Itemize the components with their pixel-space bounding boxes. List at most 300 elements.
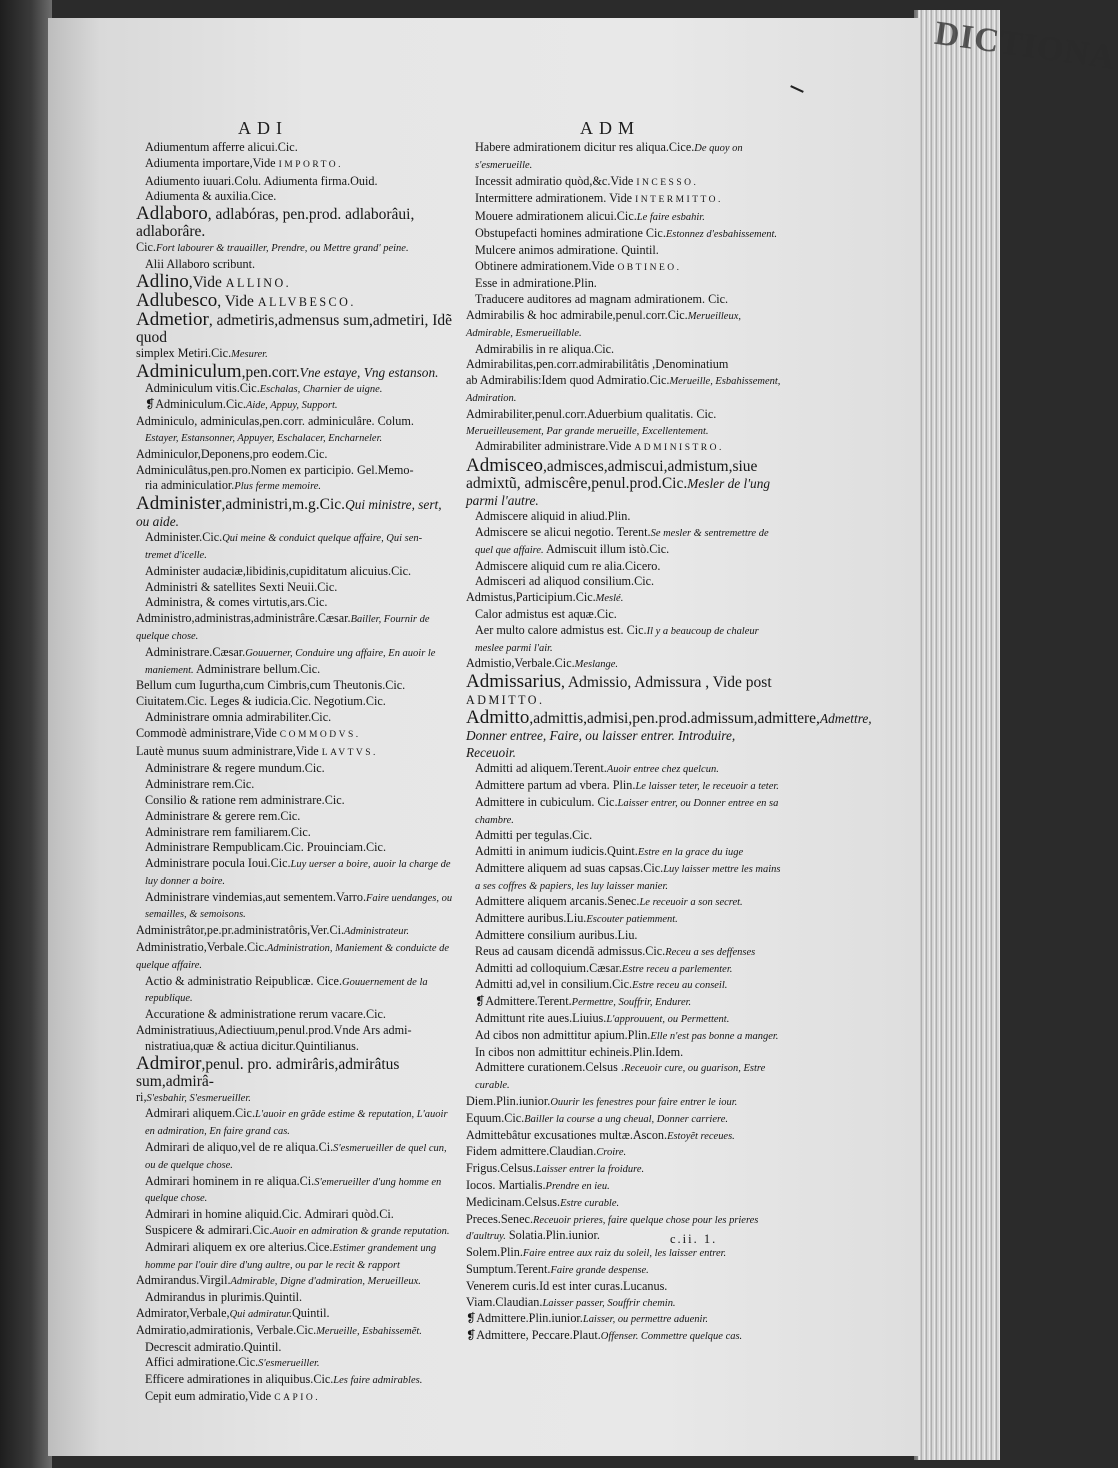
dictionary-entry bbox=[136, 645, 456, 679]
entry-text: Administrâtor,pe.pr.administratôris,Ver.Ci. bbox=[136, 923, 345, 938]
entry-text: Adiumento iuuari.Colu. Adiumenta firma.Ouid. bbox=[145, 173, 378, 188]
french-gloss: Qui admiratur. bbox=[229, 1309, 292, 1321]
entry-text: Aer multo calore admistus est. Cic. bbox=[475, 622, 647, 637]
dictionary-entry bbox=[136, 1323, 456, 1340]
french-gloss: Croire. bbox=[596, 1147, 627, 1159]
entry-text: Admittunt rite aues.Liuius. bbox=[475, 1011, 607, 1026]
dictionary-entry bbox=[136, 1372, 456, 1389]
dictionary-entry bbox=[136, 1340, 456, 1356]
dictionary-entry bbox=[466, 209, 788, 226]
entry-text: Administer.Cic. bbox=[145, 530, 223, 545]
dictionary-entry bbox=[466, 423, 788, 440]
french-gloss: Estre en la grace du iuge bbox=[637, 847, 744, 859]
entry-text: Incessit admiratio quòd,&c.Vide bbox=[475, 173, 637, 188]
entry-text: Admirari de aliquo,vel de re aliqua.Ci. bbox=[145, 1140, 334, 1155]
entry-text: ria adminiculatior. bbox=[145, 478, 235, 493]
entry-text: Admittere aliquem arcanis.Senec. bbox=[475, 894, 640, 909]
entry-text: Admitti ad aliquem.Terent. bbox=[475, 761, 607, 776]
entry-text: Traducere auditores ad magnam admirationem. Cic. bbox=[475, 292, 729, 307]
dictionary-entry bbox=[466, 1144, 788, 1161]
entry-text: Admirari aliquem ex ore alterius.Cice. bbox=[145, 1239, 333, 1254]
book-gutter bbox=[0, 0, 52, 1468]
entry-text: Admirabilis & hoc admirabile,penul.corr.Cic. bbox=[466, 307, 688, 322]
cross-reference: ADMINISTRO. bbox=[634, 443, 724, 454]
french-gloss: Administration, Maniement & conduicte de quelque affaire. bbox=[136, 943, 449, 971]
french-gloss: Qui ministre, sert, ou aide. bbox=[136, 497, 442, 530]
dictionary-entry bbox=[466, 828, 788, 844]
dictionary-entry bbox=[466, 1262, 788, 1279]
dictionary-entry bbox=[136, 360, 456, 382]
french-gloss: Merueilleux, Admirable, Esmerueillable. bbox=[466, 310, 741, 339]
entry-text: Adminiculum vitis.Cic. bbox=[145, 380, 260, 395]
dictionary-entry bbox=[136, 463, 456, 479]
entry-text: Bellum cum Iugurtha,cum Cimbris,cum Theutonis.Cic. bbox=[136, 678, 406, 693]
entry-text: Administrare omnia admirabiliter.Cic. bbox=[145, 709, 332, 724]
french-gloss: S'esmerueiller. bbox=[258, 1358, 320, 1370]
entry-rest: ,penul. pro. admirâris,admirâtus sum,admirâ- bbox=[136, 1055, 400, 1090]
entry-text: Adminiculo, adminiculas,pen.corr. adminiculâre. Colum. bbox=[136, 414, 414, 429]
dictionary-entry bbox=[466, 407, 788, 423]
dictionary-entry bbox=[466, 607, 788, 623]
entry-text: Administrare rem.Cic. bbox=[145, 777, 255, 792]
entry-rest: Administrare bellum.Cic. bbox=[193, 661, 321, 676]
entry-text: Cic. bbox=[136, 240, 156, 255]
entry-text: Admistio,Verbale.Cic. bbox=[466, 656, 575, 671]
entry-text: Adminiculor,Deponens,pro eodem.Cic. bbox=[136, 446, 328, 461]
french-gloss: Estre receu a parlementer. bbox=[621, 963, 733, 975]
entry-text: In cibos non admittitur echineis.Plin.Idem. bbox=[475, 1044, 684, 1059]
left-column bbox=[136, 140, 456, 1407]
dictionary-entry bbox=[136, 1223, 456, 1240]
entry-text: Admitti ad,vel in consilium.Cic. bbox=[475, 977, 633, 992]
french-gloss: Gouuernement de la republique. bbox=[145, 976, 428, 1005]
entry-rest: ,Vide bbox=[188, 273, 226, 291]
french-gloss: Estre curable. bbox=[560, 1197, 620, 1209]
dictionary-entry bbox=[466, 1311, 788, 1328]
dictionary-entry bbox=[466, 457, 788, 509]
dictionary-entry bbox=[466, 590, 788, 607]
french-gloss: Admirable, Digne d'admiration, Merueilleux. bbox=[230, 1276, 421, 1288]
entry-text: Mouere admirationem alicui.Cic. bbox=[475, 209, 637, 224]
entry-text: Obtinere admirationem.Vide bbox=[475, 258, 618, 273]
french-gloss: Fort labourer & trauailler, Prendre, ou Mettre grand' peine. bbox=[155, 243, 409, 255]
entry-text: Admittere in cubiculum. Cic. bbox=[475, 794, 618, 809]
entry-text: Administer audaciæ,libidinis,cupiditatum alicuius.Cic. bbox=[145, 563, 412, 578]
entry-text: Admittere partum ad vbera. Plin. bbox=[475, 777, 636, 792]
entry-text: Adiumentum afferre alicui.Cic. bbox=[145, 140, 298, 154]
french-gloss: Auoir entree chez quelcun. bbox=[606, 764, 719, 776]
entry-text: Medicinam.Celsus. bbox=[466, 1194, 561, 1209]
french-gloss: Meslange. bbox=[574, 659, 619, 671]
french-gloss: Se mesler & sentremettre de quel que affaire. bbox=[475, 527, 769, 556]
entry-text: Admirabilis in re aliqua.Cic. bbox=[475, 341, 615, 356]
entry-text: Commodè administrare,Vide bbox=[136, 725, 280, 740]
entry-text: Administrare & gerere rem.Cic. bbox=[145, 808, 301, 823]
entry-text: Affici admiratione.Cic. bbox=[145, 1355, 259, 1370]
french-gloss: S'emerueiller d'ung homme en quelque chose. bbox=[145, 1176, 442, 1205]
entry-text: Sumptum.Terent. bbox=[466, 1262, 551, 1277]
dictionary-entry bbox=[466, 1279, 788, 1295]
french-gloss: Admettre, Donner entree, Faire, ou laisser entrer. Introduire, Receuoir. bbox=[466, 711, 872, 761]
french-gloss: Merueille, Esbahissement, Admiration. bbox=[466, 376, 781, 404]
dictionary-entry bbox=[466, 373, 788, 407]
dictionary-entry bbox=[136, 1207, 456, 1223]
dictionary-entry bbox=[136, 580, 456, 596]
dictionary-entry bbox=[136, 381, 456, 398]
dictionary-entry bbox=[136, 744, 456, 762]
french-gloss: Receuoir prieres, faire quelque chose pour les prieres d'aultruy. bbox=[466, 1214, 759, 1243]
entry-rest: Solatia.Plin.iunior. bbox=[505, 1228, 600, 1243]
entry-text: Adlaboro bbox=[136, 203, 208, 225]
entry-text: Efficere admirationes in aliquibus.Cic. bbox=[145, 1372, 334, 1387]
dictionary-entry bbox=[466, 357, 788, 373]
entry-text: Administratio,Verbale.Cic. bbox=[136, 940, 267, 955]
dictionary-entry bbox=[466, 174, 788, 192]
dictionary-entry bbox=[466, 1128, 788, 1145]
french-gloss: Estayer, Estansonner, Appuyer, Eschalacer, Encharneler. bbox=[145, 432, 383, 444]
dictionary-entry bbox=[136, 694, 456, 710]
entry-text: Administratiuus,Adiectiuum,penul.prod.Vnde Ars admi- bbox=[136, 1023, 412, 1038]
cross-reference: LAVTVS. bbox=[321, 747, 378, 758]
entry-rest: Admiscuit illum istò.Cic. bbox=[543, 541, 670, 556]
french-gloss: Le laisser teter, le receuoir a teter. bbox=[635, 780, 779, 792]
cross-reference: COMMODVS. bbox=[279, 729, 361, 740]
french-gloss: Faire uendanges, ou semailles, & semoisons. bbox=[145, 892, 453, 921]
french-gloss: Merueilleusement, Par grande merueille, Excellentement. bbox=[466, 425, 709, 437]
french-gloss: Laisser passer, Souffrir chemin. bbox=[542, 1297, 676, 1309]
entry-rest: , Vide bbox=[217, 292, 258, 310]
dictionary-entry bbox=[466, 994, 788, 1011]
dictionary-entry bbox=[136, 156, 456, 174]
dictionary-entry bbox=[136, 430, 456, 447]
french-gloss: Permettre, Souffrir, Endurer. bbox=[571, 997, 692, 1009]
entry-rest: ,admittis,admisi,pen.prod.admissum,admittere, bbox=[529, 710, 820, 728]
entry-text: Adiumenta importare,Vide bbox=[145, 155, 279, 170]
french-gloss: Meslé. bbox=[595, 593, 624, 605]
entry-text: Administro,administras,administrâre.Cæsar. bbox=[136, 611, 351, 626]
french-gloss: Mesler de l'ung parmi l'autre. bbox=[466, 476, 771, 509]
french-gloss: Faire grande despense. bbox=[550, 1265, 649, 1277]
french-gloss: S'esmerueiller de quel cun, ou de quelque chose. bbox=[145, 1143, 447, 1171]
french-gloss: Mesurer. bbox=[231, 348, 268, 360]
entry-text: ❡Admittere.Plin.iunior. bbox=[466, 1311, 583, 1326]
french-gloss: Laisser entrer, ou Donner entree en sa chambre. bbox=[475, 797, 779, 826]
dictionary-entry bbox=[466, 673, 788, 709]
entry-text: Admittere auribus.Liu. bbox=[475, 911, 587, 926]
dictionary-entry bbox=[136, 1023, 456, 1039]
french-gloss: Les faire admirables. bbox=[333, 1375, 423, 1387]
entry-text: Admirandus in plurimis.Quintil. bbox=[145, 1290, 303, 1305]
dictionary-entry bbox=[136, 495, 456, 530]
running-head-left: ADI bbox=[238, 118, 288, 138]
dictionary-entry bbox=[136, 1240, 456, 1274]
french-gloss: Estonnez d'esbahissement. bbox=[665, 228, 778, 240]
dictionary-entry bbox=[466, 844, 788, 861]
dictionary-entry bbox=[136, 890, 456, 924]
entry-text: Administra, & comes virtutis,ars.Cic. bbox=[145, 595, 328, 610]
entry-text: Admittebâtur excusationes multæ.Ascon. bbox=[466, 1127, 668, 1142]
dictionary-entry bbox=[466, 191, 788, 209]
entry-text: Admitti in animum iudicis.Quint. bbox=[475, 844, 638, 859]
entry-rest: , Admissio, Admissura , Vide post bbox=[561, 674, 772, 692]
entry-text: Admisceri ad aliquod consilium.Cic. bbox=[475, 574, 655, 589]
entry-text: Admitti per tegulas.Cic. bbox=[475, 828, 593, 843]
dictionary-entry bbox=[136, 611, 456, 645]
entry-text: Admirabilitas,pen.corr.admirabilitâtis ,Denominatium bbox=[466, 357, 729, 372]
dictionary-entry bbox=[466, 761, 788, 778]
french-gloss: Qui meine & conduict quelque affaire, Qui sen- bbox=[222, 533, 423, 545]
dictionary-entry bbox=[136, 1106, 456, 1140]
entry-text: Admirari aliquem.Cic. bbox=[145, 1106, 255, 1121]
cross-reference: INTERMITTO. bbox=[635, 195, 723, 206]
dictionary-entry bbox=[136, 1174, 456, 1208]
entry-text: Admirabiliter administrare.Vide bbox=[475, 439, 635, 454]
dictionary-entry bbox=[136, 530, 456, 547]
french-gloss: Ouurir les fenestres pour faire entrer le iour. bbox=[550, 1097, 738, 1109]
dictionary-entry bbox=[466, 1295, 788, 1312]
cross-reference: ALLINO. bbox=[225, 275, 292, 290]
dictionary-entry bbox=[466, 1011, 788, 1028]
dictionary-entry bbox=[466, 1045, 788, 1061]
french-gloss: Vne estaye, Vng estanson. bbox=[299, 364, 439, 380]
entry-text: Frigus.Celsus. bbox=[466, 1161, 536, 1176]
dictionary-entry bbox=[136, 856, 456, 890]
entry-text: Administrare pocula Ioui.Cic. bbox=[145, 856, 291, 871]
entry-text: Admitti ad colloquium.Cæsar. bbox=[475, 960, 622, 975]
dictionary-entry bbox=[466, 977, 788, 994]
dictionary-entry bbox=[136, 825, 456, 841]
entry-rest: , adlabóras, pen.prod. adlaborâui, adlaborâre. bbox=[136, 206, 415, 241]
french-gloss: Luy laisser mettre les mains a ses coffres & papiers, les luy laisser manier. bbox=[475, 863, 781, 892]
entry-text: Reus ad causam dicendã admissus.Cic. bbox=[475, 943, 666, 958]
entry-text: Fidem admittere.Claudian. bbox=[466, 1144, 597, 1159]
french-gloss: tremet d'icelle. bbox=[145, 549, 207, 561]
entry-text: Adiumenta & auxilia.Cice. bbox=[145, 189, 277, 204]
dictionary-entry bbox=[466, 707, 872, 761]
dictionary-entry bbox=[136, 240, 456, 257]
cross-reference: IMPORTO. bbox=[278, 159, 344, 170]
dictionary-entry bbox=[466, 928, 788, 944]
french-gloss: Bailler, Fournir de quelque chose. bbox=[136, 614, 430, 642]
french-gloss: S'esbahir, S'esmerueiller. bbox=[146, 1092, 251, 1104]
dictionary-entry bbox=[466, 778, 788, 795]
dictionary-entry bbox=[466, 1111, 788, 1128]
entry-text: Preces.Senec. bbox=[466, 1211, 534, 1226]
entry-text: Adminiculum bbox=[136, 360, 242, 382]
entry-text: simplex Metiri.Cic. bbox=[136, 345, 232, 360]
entry-text: Administer bbox=[136, 493, 222, 515]
dictionary-entry bbox=[466, 1245, 788, 1262]
dictionary-entry bbox=[466, 894, 788, 911]
dictionary-entry bbox=[136, 205, 456, 240]
french-gloss: Faire entree aux raiz du soleil, les laisser entrer. bbox=[522, 1248, 727, 1260]
entry-rest: , admetiris,admensus sum,admetiri, Idẽ quod bbox=[136, 311, 453, 346]
entry-rest: ,admisces,admiscui,admistum,siue admixtũ, admiscêre,penul.prod.Cic. bbox=[466, 458, 758, 493]
entry-text: Admiratio,admirationis, Verbale.Cic. bbox=[136, 1322, 317, 1337]
entry-text: Administri & satellites Sexti Neuii.Cic. bbox=[145, 579, 338, 594]
french-gloss: Estre receu au conseil. bbox=[632, 980, 728, 992]
entry-rest: ,administri,m.g.Cic. bbox=[221, 496, 346, 514]
french-gloss: L'auoir en grãde estime & reputation, L'auoir en admiration, En faire grand cas. bbox=[145, 1109, 448, 1138]
dictionary-entry bbox=[136, 923, 456, 940]
french-gloss: Laisser, ou permettre aduenir. bbox=[582, 1314, 708, 1326]
dictionary-entry bbox=[136, 793, 456, 809]
entry-text: Admittere consilium auribus.Liu. bbox=[475, 928, 638, 943]
dictionary-entry bbox=[466, 623, 788, 657]
cross-reference: ALLVBESCO. bbox=[257, 294, 356, 309]
french-gloss: Estoyẽt receues. bbox=[667, 1130, 735, 1142]
entry-text: Administrare & regere mundum.Cic. bbox=[145, 761, 325, 776]
dictionary-entry bbox=[466, 1060, 788, 1094]
entry-text: ❡Admittere.Terent. bbox=[475, 994, 572, 1009]
dictionary-entry bbox=[136, 761, 456, 777]
entry-text: ri, bbox=[136, 1089, 147, 1104]
french-gloss: L'approuuent, ou Permettent. bbox=[606, 1014, 730, 1026]
entry-text: Actio & administratio Reipublicæ. Cice. bbox=[145, 973, 342, 988]
entry-text: Admiror bbox=[136, 1052, 202, 1074]
dictionary-entry bbox=[466, 1028, 788, 1045]
dictionary-entry bbox=[136, 140, 456, 156]
dictionary-entry bbox=[136, 777, 456, 793]
entry-text: Admirandus.Virgil. bbox=[136, 1273, 231, 1288]
dictionary-entry bbox=[466, 1328, 788, 1345]
cross-reference: ADMITTO. bbox=[466, 693, 545, 708]
french-gloss: Elle n'est pas bonne a manger. bbox=[650, 1030, 779, 1042]
entry-text: Viam.Claudian. bbox=[466, 1294, 543, 1309]
dictionary-entry bbox=[136, 414, 456, 430]
entry-text: Ad cibos non admittitur apium.Plin. bbox=[475, 1027, 651, 1042]
entry-text: Admirari in homine aliquid.Cic. Admirari quòd.Ci. bbox=[145, 1207, 394, 1222]
french-gloss: Le receuoir a son secret. bbox=[639, 897, 743, 909]
entry-text: Admiscere se alicui negotio. Terent. bbox=[475, 524, 651, 539]
entry-text: Admiscere aliquid cum re alia.Cicero. bbox=[475, 558, 661, 573]
dictionary-entry bbox=[136, 1052, 456, 1090]
dictionary-entry bbox=[466, 1161, 788, 1178]
entry-text: Lautè munus suum administrare,Vide bbox=[136, 743, 322, 758]
entry-text: Calor admistus est aquæ.Cic. bbox=[475, 606, 617, 621]
dictionary-entry bbox=[136, 809, 456, 825]
entry-text: Administrare Rempublicam.Cic. Prouinciam.Cic. bbox=[145, 840, 386, 855]
entry-text: Adlino bbox=[136, 270, 189, 292]
entry-text: Admitto bbox=[466, 707, 530, 729]
french-gloss: Luy uerser a boire, auoir la charge de luy donner a boire. bbox=[145, 859, 451, 887]
french-gloss: Offenser. Commettre quelque cas. bbox=[600, 1331, 743, 1343]
dictionary-entry bbox=[136, 1090, 456, 1107]
entry-text: Consilio & ratione rem administrare.Cic. bbox=[145, 792, 345, 807]
dictionary-entry bbox=[136, 1355, 456, 1372]
french-gloss: Laisser entrer la froidure. bbox=[535, 1164, 645, 1176]
dictionary-entry bbox=[136, 174, 456, 190]
dictionary-entry bbox=[136, 595, 456, 611]
entry-text: Esse in admiratione.Plin. bbox=[475, 276, 597, 291]
french-gloss: Il y a beaucoup de chaleur meslee parmi l'air. bbox=[475, 625, 759, 654]
dictionary-entry bbox=[136, 1389, 456, 1407]
entry-text: Admetior bbox=[136, 308, 209, 330]
french-gloss: Receu a ses deffenses bbox=[665, 946, 756, 958]
dictionary-entry bbox=[466, 308, 788, 342]
french-gloss: Escouter patiemment. bbox=[586, 914, 678, 926]
entry-text: Intermittere admirationem. Vide bbox=[475, 191, 636, 206]
dictionary-entry bbox=[466, 259, 788, 277]
dictionary-entry bbox=[466, 1094, 788, 1111]
entry-text: Adlubesco bbox=[136, 289, 218, 311]
french-gloss: Merueille, Esbahissemẽt. bbox=[316, 1325, 422, 1337]
entry-text: Equum.Cic. bbox=[466, 1110, 525, 1125]
dictionary-entry bbox=[136, 1273, 456, 1290]
entry-text: Obstupefacti homines admiratione Cic. bbox=[475, 225, 666, 240]
entry-text: Diem.Plin.iunior. bbox=[466, 1094, 551, 1109]
entry-text: nistratiua,quæ & actiua dicitur.Quintilianus. bbox=[145, 1038, 359, 1053]
signature-mark: c.ii. 1. bbox=[670, 1232, 718, 1246]
dictionary-entry bbox=[136, 726, 456, 744]
dictionary-entry bbox=[466, 559, 788, 575]
dictionary-entry bbox=[466, 944, 788, 961]
dictionary-entry bbox=[136, 710, 456, 726]
entry-text: Solem.Plin. bbox=[466, 1245, 523, 1260]
cross-reference: OBTINEO. bbox=[617, 262, 682, 273]
entry-text: Adminiculâtus,pen.pro.Nomen ex participio. Gel.Memo- bbox=[136, 462, 414, 477]
dictionary-entry bbox=[136, 1007, 456, 1023]
entry-text: Admistus,Participium.Cic. bbox=[466, 590, 596, 605]
entry-text: Admirabiliter,penul.corr.Aduerbium qualitatis. Cic. bbox=[466, 406, 717, 421]
dictionary-entry bbox=[136, 974, 456, 1008]
dictionary-entry bbox=[136, 447, 456, 463]
dictionary-entry bbox=[466, 226, 788, 259]
entry-text: Alii Allaboro scribunt. bbox=[145, 256, 256, 271]
entry-text: Administrare.Cæsar. bbox=[145, 644, 246, 659]
dictionary-entry bbox=[466, 525, 788, 559]
french-gloss: Gouuerner, Conduire ung affaire, En auoir le maniement. bbox=[145, 647, 436, 676]
dictionary-entry bbox=[136, 547, 456, 564]
dictionary-entry bbox=[466, 1212, 788, 1246]
dictionary-entry bbox=[466, 342, 788, 358]
running-head-right: ADM bbox=[580, 118, 641, 138]
french-gloss: Bailler la course a ung cheual, Donner carriere. bbox=[524, 1113, 728, 1125]
entry-text: Admirari hominem in re aliqua.Ci. bbox=[145, 1173, 315, 1188]
entry-text: ab Admirabilis:Idem quod Admiratio.Cic. bbox=[466, 373, 670, 388]
dictionary-entry bbox=[466, 1178, 788, 1195]
entry-text: Admissarius bbox=[466, 671, 561, 693]
dictionary-entry bbox=[466, 961, 788, 978]
entry-text: Administrare vindemias,aut sementem.Varro. bbox=[145, 889, 367, 904]
dictionary-entry bbox=[136, 840, 456, 856]
dictionary-entry bbox=[466, 795, 788, 829]
dictionary-entry bbox=[466, 509, 788, 525]
french-gloss: Plus ferme memoire. bbox=[234, 481, 322, 493]
dictionary-entry bbox=[136, 564, 456, 580]
entry-text: Accuratione & administratione rerum vacare.Cic. bbox=[145, 1007, 386, 1022]
dictionary-entry bbox=[136, 397, 456, 414]
entry-text: Iocos. Martialis. bbox=[466, 1178, 546, 1193]
dictionary-entry bbox=[466, 140, 788, 174]
page-stack-edge bbox=[918, 10, 1000, 1460]
dictionary-entry bbox=[466, 292, 788, 308]
entry-text: Venerem curis.Id est inter curas.Lucanus. bbox=[466, 1278, 668, 1293]
entry-text: Decrescit admiratio.Quintil. bbox=[145, 1339, 282, 1354]
entry-text: Admisceo bbox=[466, 455, 544, 477]
french-gloss: Le faire esbahir. bbox=[636, 212, 705, 224]
entry-rest: Mulcere animos admiratione. Quintil. bbox=[475, 242, 659, 257]
entry-text: Admiscere aliquid in aliud.Plin. bbox=[475, 509, 631, 524]
french-gloss: Estimer grandement ung homme par l'ouir dire d'ung aultre, ou par le recit & rapport bbox=[145, 1242, 437, 1271]
french-gloss: Eschalas, Charnier de uigne. bbox=[259, 383, 383, 395]
dictionary-entry bbox=[136, 1290, 456, 1306]
dictionary-entry bbox=[136, 1140, 456, 1174]
entry-text: Cepit eum admiratio,Vide bbox=[145, 1389, 275, 1403]
entry-text: Admittere aliquem ad suas capsas.Cic. bbox=[475, 860, 664, 875]
cross-reference: INCESSO. bbox=[636, 177, 699, 188]
french-gloss: Receuoir cure, ou guarison, Estre curable. bbox=[475, 1063, 766, 1092]
